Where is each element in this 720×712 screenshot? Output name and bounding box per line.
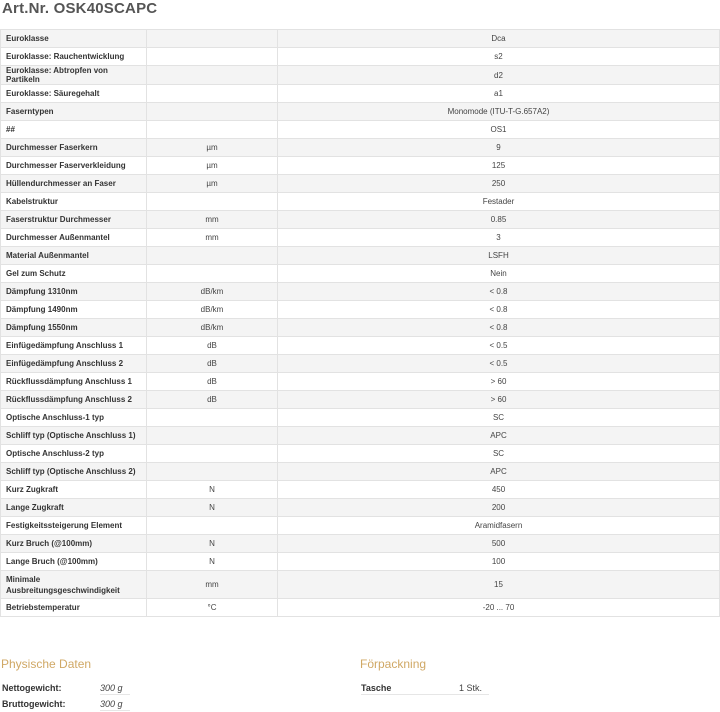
spec-row <box>1 481 720 499</box>
spec-name: Rückflussdämpfung Anschluss 1 <box>1 373 147 391</box>
spec-unit: dB <box>147 355 278 373</box>
packing-heading: Förpackning <box>360 657 427 671</box>
spec-name: Einfügedämpfung Anschluss 1 <box>1 337 147 355</box>
spec-name: Betriebstemperatur <box>1 599 147 617</box>
spec-value: OS1 <box>278 121 720 139</box>
spec-row <box>1 535 720 553</box>
spec-row <box>1 373 720 391</box>
spec-table-body <box>1 30 720 617</box>
spec-unit <box>147 48 278 66</box>
gross-weight-row <box>2 699 130 711</box>
spec-row <box>1 157 720 175</box>
spec-value: 9 <box>278 139 720 157</box>
spec-row <box>1 571 720 599</box>
spec-value: 0.85 <box>278 211 720 229</box>
spec-name: Euroklasse <box>1 30 147 48</box>
spec-unit: N <box>147 535 278 553</box>
spec-unit <box>147 103 278 121</box>
spec-name: Euroklasse: Säuregehalt <box>1 85 147 103</box>
spec-value: Monomode (ITU-T-G.657A2) <box>278 103 720 121</box>
spec-row <box>1 283 720 301</box>
spec-name: Lange Zugkraft <box>1 499 147 517</box>
bag-value: 1 Stk. <box>459 683 489 695</box>
spec-unit <box>147 193 278 211</box>
spec-unit: N <box>147 481 278 499</box>
spec-unit: mm <box>147 229 278 247</box>
spec-name: Euroklasse: Rauchentwicklung <box>1 48 147 66</box>
spec-unit <box>147 85 278 103</box>
spec-unit: mm <box>147 211 278 229</box>
spec-name: Kurz Zugkraft <box>1 481 147 499</box>
spec-value: SC <box>278 445 720 463</box>
spec-value: SC <box>278 409 720 427</box>
spec-unit <box>147 121 278 139</box>
spec-value: < 0.8 <box>278 283 720 301</box>
spec-row <box>1 499 720 517</box>
spec-value: 500 <box>278 535 720 553</box>
spec-name: Durchmesser Faserverkleidung <box>1 157 147 175</box>
spec-name: Festigkeitssteigerung Element <box>1 517 147 535</box>
spec-name: Schliff typ (Optische Anschluss 1) <box>1 427 147 445</box>
spec-value: LSFH <box>278 247 720 265</box>
spec-unit: dB/km <box>147 283 278 301</box>
spec-name: Hüllendurchmesser an Faser <box>1 175 147 193</box>
spec-value: 100 <box>278 553 720 571</box>
spec-row <box>1 355 720 373</box>
spec-row <box>1 409 720 427</box>
spec-unit: dB/km <box>147 301 278 319</box>
gross-weight-label: Bruttogewicht: <box>2 699 66 709</box>
spec-unit: µm <box>147 175 278 193</box>
spec-value: APC <box>278 463 720 481</box>
spec-name: Kabelstruktur <box>1 193 147 211</box>
spec-unit <box>147 66 278 85</box>
spec-row <box>1 30 720 48</box>
spec-row <box>1 517 720 535</box>
spec-unit: N <box>147 499 278 517</box>
bag-row <box>361 683 489 695</box>
spec-unit <box>147 30 278 48</box>
page-title: Art.Nr. OSK40SCAPC <box>2 0 158 17</box>
spec-value: Aramidfasern <box>278 517 720 535</box>
bag-label: Tasche <box>361 683 459 695</box>
spec-unit <box>147 445 278 463</box>
net-weight-label: Nettogewicht: <box>2 683 62 693</box>
spec-name: Material Außenmantel <box>1 247 147 265</box>
spec-row <box>1 139 720 157</box>
net-weight-value: 300 g <box>100 683 130 695</box>
spec-row <box>1 301 720 319</box>
spec-row <box>1 319 720 337</box>
spec-name: Gel zum Schutz <box>1 265 147 283</box>
spec-row <box>1 247 720 265</box>
spec-name: Durchmesser Außenmantel <box>1 229 147 247</box>
spec-row <box>1 103 720 121</box>
spec-row <box>1 229 720 247</box>
spec-row <box>1 211 720 229</box>
spec-name: Lange Bruch (@100mm) <box>1 553 147 571</box>
spec-value: Dca <box>278 30 720 48</box>
spec-name: Schliff typ (Optische Anschluss 2) <box>1 463 147 481</box>
net-weight-row <box>2 683 130 695</box>
spec-value: d2 <box>278 66 720 85</box>
spec-value: 200 <box>278 499 720 517</box>
spec-name: Faserstruktur Durchmesser <box>1 211 147 229</box>
spec-name: Dämpfung 1310nm <box>1 283 147 301</box>
spec-unit <box>147 265 278 283</box>
spec-name: Faserntypen <box>1 103 147 121</box>
spec-unit: dB <box>147 373 278 391</box>
physical-data-heading: Physische Daten <box>1 657 92 671</box>
spec-name: Optische Anschluss-2 typ <box>1 445 147 463</box>
spec-name: Einfügedämpfung Anschluss 2 <box>1 355 147 373</box>
spec-value: > 60 <box>278 391 720 409</box>
spec-unit: dB/km <box>147 319 278 337</box>
spec-name: Rückflussdämpfung Anschluss 2 <box>1 391 147 409</box>
spec-unit <box>147 427 278 445</box>
spec-name: Optische Anschluss-1 typ <box>1 409 147 427</box>
spec-row <box>1 85 720 103</box>
spec-row <box>1 175 720 193</box>
spec-row <box>1 599 720 617</box>
spec-name: Kurz Bruch (@100mm) <box>1 535 147 553</box>
spec-name: Dämpfung 1490nm <box>1 301 147 319</box>
spec-unit: N <box>147 553 278 571</box>
spec-value: 3 <box>278 229 720 247</box>
spec-value: > 60 <box>278 373 720 391</box>
spec-row <box>1 66 720 85</box>
spec-name: Minimale Ausbreitungsgeschwindigkeit <box>1 571 147 599</box>
spec-row <box>1 121 720 139</box>
spec-unit <box>147 247 278 265</box>
spec-unit <box>147 517 278 535</box>
spec-name: Dämpfung 1550nm <box>1 319 147 337</box>
spec-value: APC <box>278 427 720 445</box>
spec-unit: dB <box>147 391 278 409</box>
spec-unit: °C <box>147 599 278 617</box>
spec-value: 250 <box>278 175 720 193</box>
spec-unit <box>147 463 278 481</box>
spec-row <box>1 337 720 355</box>
spec-row <box>1 193 720 211</box>
spec-value: Nein <box>278 265 720 283</box>
spec-unit: µm <box>147 139 278 157</box>
spec-value: 15 <box>278 571 720 599</box>
spec-name: Durchmesser Faserkern <box>1 139 147 157</box>
spec-value: s2 <box>278 48 720 66</box>
spec-value: < 0.8 <box>278 319 720 337</box>
spec-value: 125 <box>278 157 720 175</box>
spec-row <box>1 553 720 571</box>
spec-row <box>1 391 720 409</box>
spec-unit: mm <box>147 571 278 599</box>
spec-row <box>1 265 720 283</box>
spec-row <box>1 463 720 481</box>
spec-value: -20 ... 70 <box>278 599 720 617</box>
spec-value: < 0.8 <box>278 301 720 319</box>
spec-name: ## <box>1 121 147 139</box>
spec-table <box>0 29 720 617</box>
spec-value: < 0.5 <box>278 355 720 373</box>
spec-unit: dB <box>147 337 278 355</box>
spec-unit <box>147 409 278 427</box>
spec-row <box>1 445 720 463</box>
spec-unit: µm <box>147 157 278 175</box>
gross-weight-value: 300 g <box>100 699 130 711</box>
spec-value: < 0.5 <box>278 337 720 355</box>
spec-value: 450 <box>278 481 720 499</box>
spec-name: Euroklasse: Abtropfen von Partikeln <box>1 66 147 85</box>
spec-value: Festader <box>278 193 720 211</box>
spec-row <box>1 48 720 66</box>
spec-row <box>1 427 720 445</box>
spec-value: a1 <box>278 85 720 103</box>
